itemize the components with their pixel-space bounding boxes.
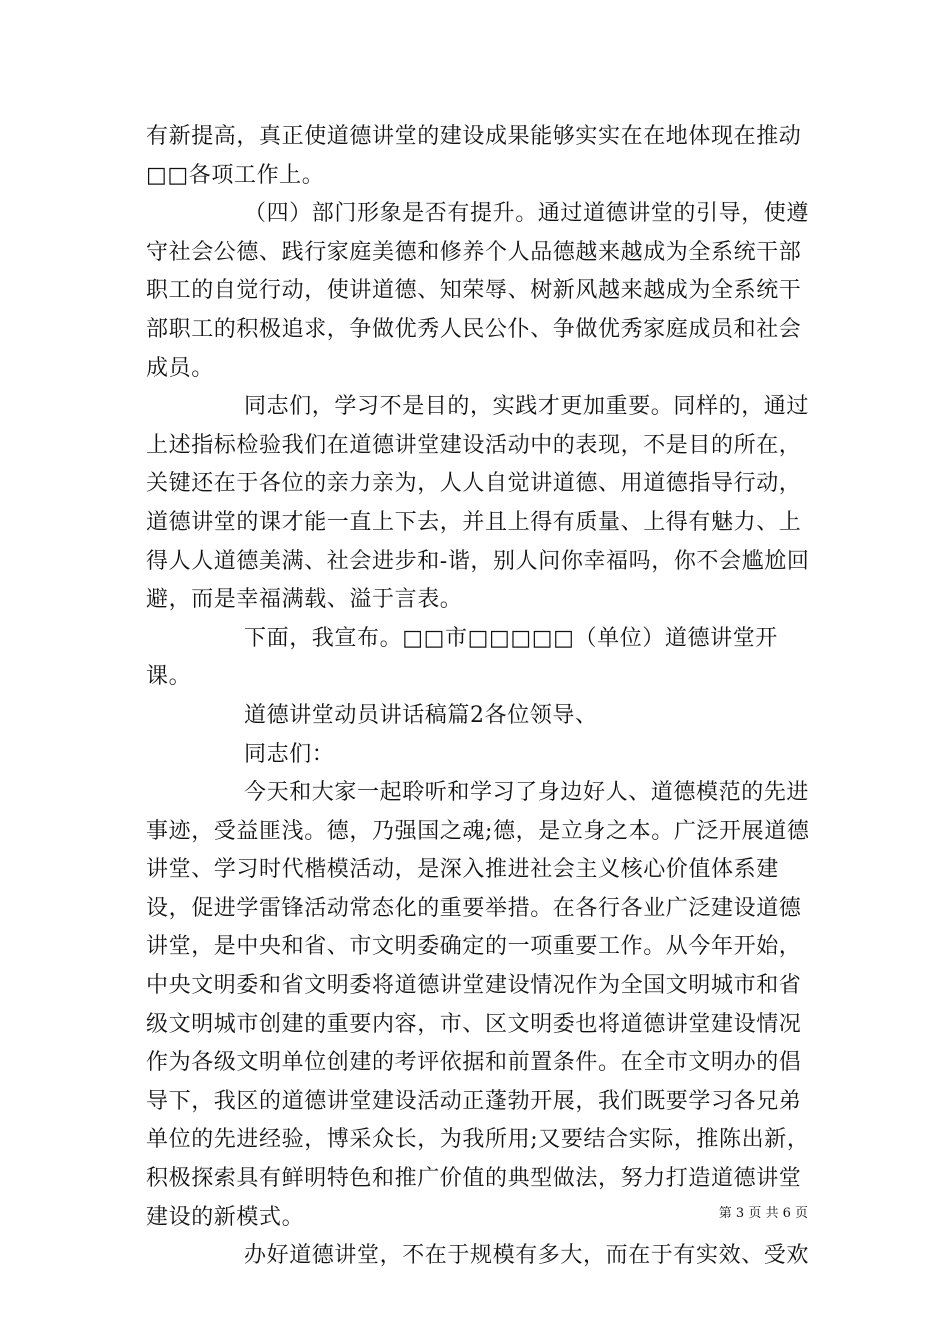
page-number: 第 3 页 共 6 页 (718, 1206, 808, 1221)
paragraph-2: （四）部门形象是否有提升。通过道德讲堂的引导，使遵守社会公德、践行家庭美德和修养个人品德越来越成为全系统干部职工的自觉行动，使讲道德、知荣辱、树新风越来越成为全系统干部职工的积极追求，争做优秀人民公仆、争做优秀家庭成员和社会成员。 (146, 201, 810, 381)
document-body (146, 118, 814, 1276)
paragraph-6: 同志们： (244, 741, 335, 767)
paragraph-7: 今天和大家一起聆听和学习了身边好人、道德模范的先进事迹，受益匪浅。德，乃强国之魂;德，是立身之本。广泛开展道德讲堂、学习时代楷模活动，是深入推进社会主义核心价值体系建设，促进学雷锋活动常态化的重要举措。在各行各业广泛建设道德讲堂，是中央和省、市文明委确定的一项重要工作。从今年开始，中央文明委和省文明委将道德讲堂建设情况作为全国文明城市和省级文明城市创建的重要内容，市、区文明委也将道德讲堂建设情况作为各级文明单位创建的考评依据和前置条件。在全市文明办的倡导下，我区的道德讲堂建设活动正蓬勃开展，我们既要学习各兄弟单位的先进经验，博采众长，为我所用;又要结合实际，推陈出新，积极探索具有鲜明特色和推广价值的典型做法，努力打造道德讲堂建设的新模式。 (146, 780, 810, 1230)
paragraph-3: 同志们，学习不是目的，实践才更加重要。同样的，通过上述指标检验我们在道德讲堂建设活动中的表现，不是目的所在，关键还在于各位的亲力亲为，人人自觉讲道德、用道德指导行动，道德讲堂的课才能一直上下去，并且上得有质量、上得有魅力、上得人人道德美满、社会进步和-谐，别人问你幸福吗，你不会尴尬回避，而是幸福满载、溢于言表。 (146, 394, 810, 613)
paragraph-1: 有新提高，真正使道德讲堂的建设成果能够实实在在地体现在推动□□各项工作上。 (146, 124, 802, 188)
paragraph-4: 下面，我宣布。□□市□□□□□（单位）道德讲堂开课。 (146, 625, 778, 690)
paragraph-8: 办好道德讲堂，不在于规模有多大，而在于有实效、受欢 (244, 1243, 810, 1269)
paragraph-5: 道德讲堂动员讲话稿篇2各位领导、 (244, 702, 598, 728)
